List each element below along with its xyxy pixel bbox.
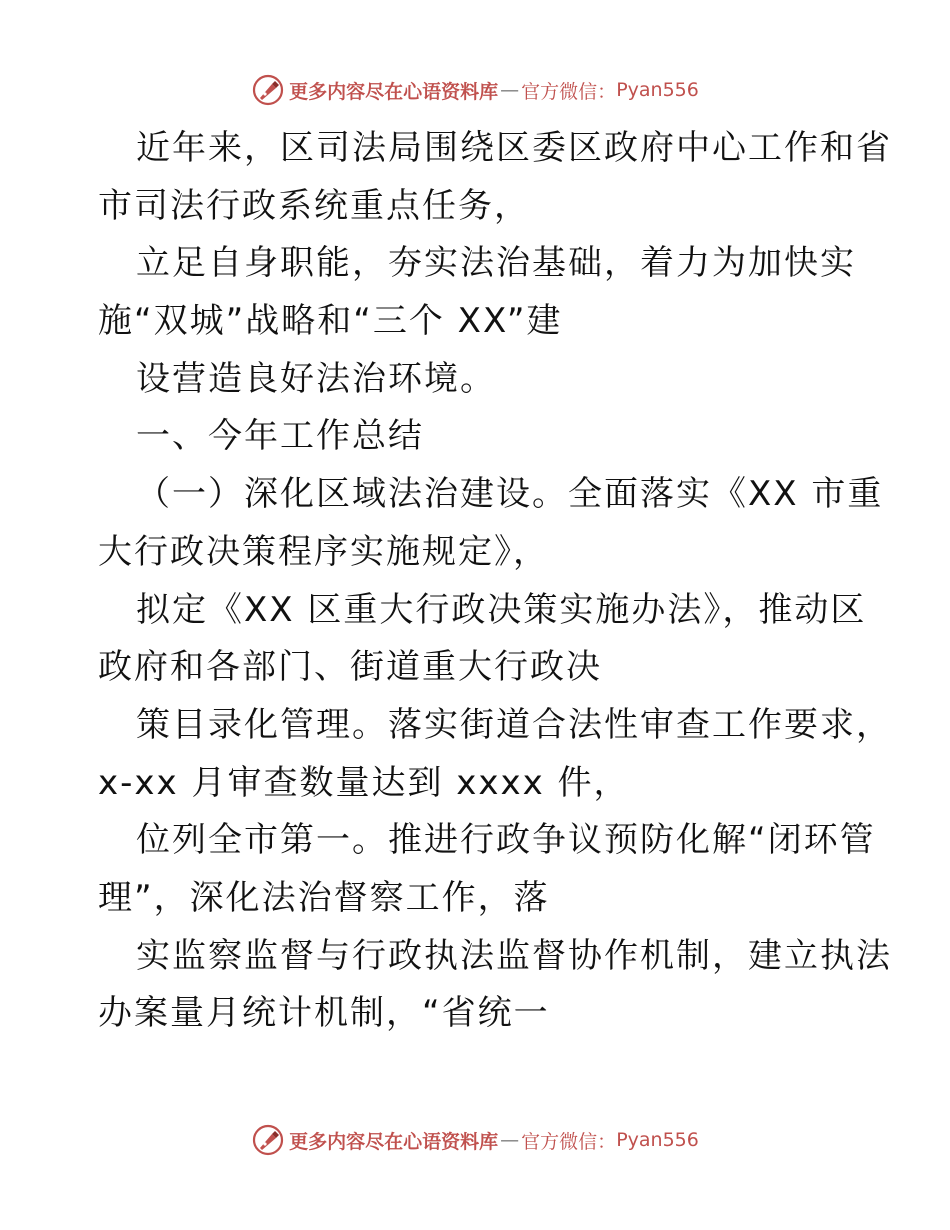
text-line: 大行政决策程序实施规定》，: [98, 531, 549, 572]
text-line: 市司法行政系统重点任务，: [98, 185, 530, 226]
pen-nib-circle-icon: [251, 1123, 285, 1157]
text-line: 政府和各部门、街道重大行政决: [98, 647, 602, 688]
text-line: x-xx 月审查数量达到 xxxx 件，: [98, 762, 630, 803]
banner-text: 更多内容尽在心语资料库: [289, 1130, 499, 1153]
text-line: 拟定《XX 区重大行政决策实施办法》，推动区: [136, 589, 867, 630]
banner-wechat-id: Pyan556: [616, 79, 699, 101]
text-line: 立足自身职能，夯实法治基础，着力为加快实: [136, 243, 856, 284]
text-line: 理”，深化法治督察工作，落: [98, 877, 550, 918]
banner-contact-label: 官方微信：: [521, 80, 617, 103]
text-line: 策目录化管理。落实街道合法性审查工作要求，: [136, 704, 892, 745]
text-line: 实监察监督与行政执法监督协作机制，建立执法: [136, 935, 892, 976]
banner-text: 更多内容尽在心语资料库: [289, 80, 499, 103]
banner-dash: —: [500, 1129, 520, 1151]
pen-nib-circle-icon: [251, 73, 285, 107]
text-line: （一）深化区域法治建设。全面落实《XX 市重: [136, 474, 884, 515]
footer-banner: [0, 1122, 950, 1158]
header-banner: [0, 72, 950, 108]
banner-contact-label: 官方微信：: [521, 1130, 617, 1153]
text-line: 办案量月统计机制，“省统一: [98, 993, 550, 1034]
text-line: 设营造良好法治环境。: [136, 358, 496, 399]
section-heading: 一、今年工作总结: [136, 416, 424, 457]
text-line: 施“双城”战略和“三个 XX”建: [98, 301, 563, 342]
banner-dash: —: [500, 79, 520, 101]
document-body: [98, 120, 892, 1043]
text-line: 位列全市第一。推进行政争议预防化解“闭环管: [136, 820, 876, 861]
text-line: 近年来，区司法局围绕区委区政府中心工作和省: [136, 128, 892, 168]
banner-wechat-id: Pyan556: [616, 1129, 699, 1151]
